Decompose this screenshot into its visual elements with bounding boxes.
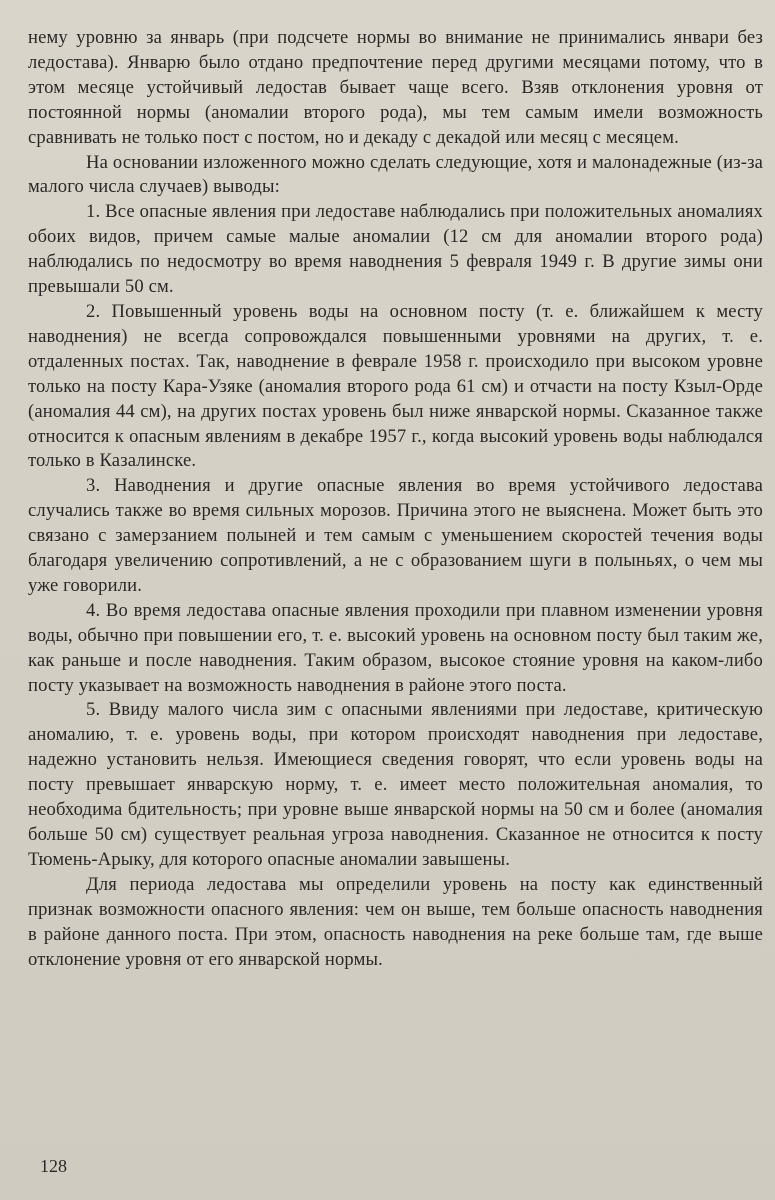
paragraph-conclusion-3: 3. Наводнения и другие опасные явления во время устойчивого ледостава случались также во время сильных морозов. Причина этого не выяснена. Может быть это связано с замерзанием полыней и тем самым с уменьшением скоростей течения воды благодаря увеличению сопротивлений, а не с образованием шуги в полыньях, о чем мы уже говорили. [28, 475, 763, 596]
paragraph-conclusion-5: 5. Ввиду малого числа зим с опасными явлениями при ледоставе, критическую аномалию, т. е. уровень воды, при котором происходят наводнения при ледоставе, надежно установить нельзя. Имеющиеся сведения говорят, что если уровень воды на посту превышает январскую норму, т. е. имеет место положительная аномалия, то необходима бдительность; при уровне выше январской нормы на 50 см и более (аномалия больше 50 см) существует реальная угроза наводнения. Сказанное не относится к посту Тюмень-Арыку, для которого опасные аномалии завышены. [28, 699, 763, 870]
body-text [28, 26, 763, 972]
paragraph-conclusion-4: 4. Во время ледостава опасные явления проходили при плавном изменении уровня воды, обычно при повышении его, т. е. высокий уровень на основном посту был таким же, как раньше и после наводнения. Таким образом, высокое стояние уровня на каком-либо посту указывает на возможность наводнения в районе этого поста. [28, 599, 763, 696]
paragraph-conclusions-intro: На основании изложенного можно сделать следующие, хотя и малонадежные (из-за малого числа случаев) выводы: [28, 151, 763, 198]
page-number: 128 [40, 1156, 67, 1176]
paragraph-continuation: нему уровню за январь (при подсчете нормы во внимание не принимались январи без ледостава). Январю было отдано предпочтение перед другими месяцами потому, что в этом месяце устойчивый ледостав бывает чаще всего. Взяв отклонения уровня от постоянной нормы (аномалии второго рода), мы тем самым имели возможность сравнивать не только пост с постом, но и декаду с декадой или месяц с месяцем. [28, 27, 763, 148]
paragraph-conclusion-2: 2. Повышенный уровень воды на основном посту (т. е. ближайшем к месту наводнения) не всегда сопровождался повышенными уровнями на других, т. е. отдаленных постах. Так, наводнение в феврале 1958 г. происходило при высоком уровне только на посту Кара-Узяке (аномалия второго рода 61 см) и отчасти на посту Кзыл-Орде (аномалия 44 см), на других постах уровень был ниже январской нормы. Сказанное также относится к опасным явлениям в декабре 1957 г., когда высокий уровень воды наблюдался только в Казалинске. [28, 300, 763, 472]
paragraph-summary: Для периода ледостава мы определили уровень на посту как единственный признак возможности опасного явления: чем он выше, тем больше опасность наводнения в районе данного поста. При этом, опасность наводнения на реке больше там, где выше отклонение уровня от его январской нормы. [28, 873, 763, 970]
paragraph-conclusion-1: 1. Все опасные явления при ледоставе наблюдались при положительных аномалиях обоих видов, причем самые малые аномалии (12 см для аномалии второго рода) наблюдались по недосмотру во время наводнения 5 февраля 1949 г. В другие зимы они превышали 50 см. [28, 201, 763, 298]
